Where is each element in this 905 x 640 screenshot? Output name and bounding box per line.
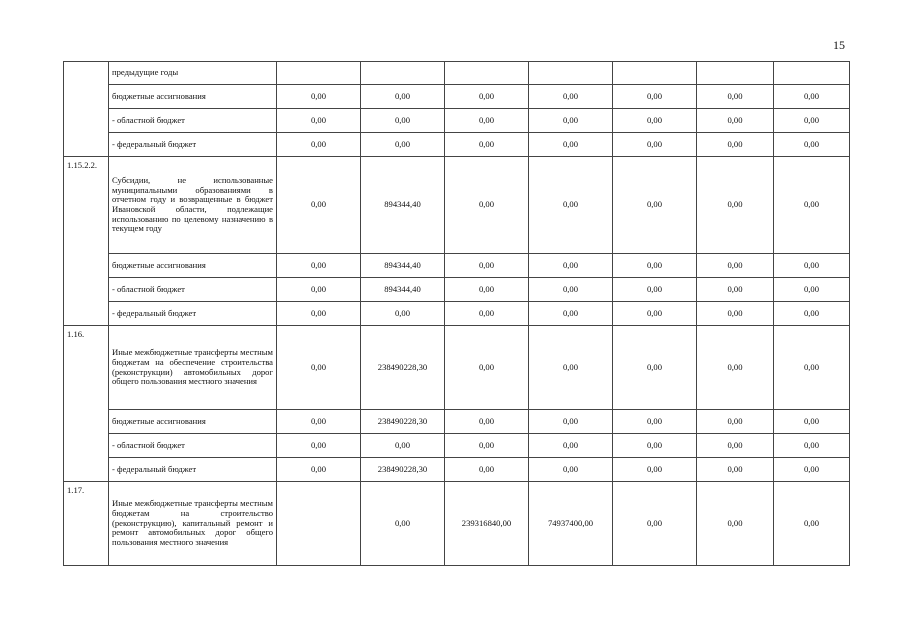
value-cell <box>529 62 613 85</box>
row-number-cell: 1.17. <box>64 482 109 566</box>
value-cell <box>774 62 850 85</box>
value-cell: 0,00 <box>697 133 774 157</box>
value-cell: 0,00 <box>445 326 529 410</box>
table-row <box>64 302 850 326</box>
value-cell: 0,00 <box>613 302 697 326</box>
value-cell: 0,00 <box>529 133 613 157</box>
value-cell: 0,00 <box>529 278 613 302</box>
description-cell: - федеральный бюджет <box>109 458 277 482</box>
value-cell: 0,00 <box>613 85 697 109</box>
description-cell: - областной бюджет <box>109 278 277 302</box>
description-cell: - федеральный бюджет <box>109 133 277 157</box>
value-cell: 0,00 <box>445 434 529 458</box>
value-cell: 0,00 <box>697 434 774 458</box>
value-cell: 0,00 <box>774 133 850 157</box>
value-cell: 0,00 <box>697 109 774 133</box>
value-cell: 0,00 <box>774 410 850 434</box>
description-cell: - областной бюджет <box>109 434 277 458</box>
table-row <box>64 458 850 482</box>
row-number-cell: 1.15.2.2. <box>64 157 109 326</box>
value-cell: 0,00 <box>529 85 613 109</box>
value-cell: 0,00 <box>697 85 774 109</box>
value-cell: 0,00 <box>445 157 529 254</box>
value-cell: 238490228,30 <box>361 326 445 410</box>
value-cell: 0,00 <box>697 278 774 302</box>
value-cell: 894344,40 <box>361 278 445 302</box>
value-cell: 0,00 <box>774 326 850 410</box>
value-cell: 0,00 <box>277 109 361 133</box>
value-cell: 0,00 <box>697 302 774 326</box>
value-cell: 0,00 <box>529 302 613 326</box>
value-cell: 0,00 <box>529 434 613 458</box>
value-cell: 239316840,00 <box>445 482 529 566</box>
value-cell: 0,00 <box>613 458 697 482</box>
value-cell: 0,00 <box>361 133 445 157</box>
value-cell: 0,00 <box>445 302 529 326</box>
value-cell: 0,00 <box>613 133 697 157</box>
value-cell: 0,00 <box>774 302 850 326</box>
value-cell: 0,00 <box>277 157 361 254</box>
value-cell: 0,00 <box>277 410 361 434</box>
table-row <box>64 434 850 458</box>
value-cell: 0,00 <box>613 157 697 254</box>
value-cell: 0,00 <box>445 410 529 434</box>
value-cell: 0,00 <box>445 458 529 482</box>
row-number-cell <box>64 62 109 157</box>
value-cell: 238490228,30 <box>361 458 445 482</box>
table-row <box>64 254 850 278</box>
description-cell: - областной бюджет <box>109 109 277 133</box>
value-cell: 0,00 <box>361 482 445 566</box>
value-cell: 74937400,00 <box>529 482 613 566</box>
description-cell: Иные межбюджетные трансферты местным бюджетам на строительство (реконструкцию), капитальный ремонт и ремонт автомобильных дорог общего пользования местного значения <box>109 482 277 566</box>
value-cell: 0,00 <box>277 254 361 278</box>
table-row <box>64 109 850 133</box>
description-cell: - федеральный бюджет <box>109 302 277 326</box>
value-cell: 0,00 <box>445 254 529 278</box>
value-cell: 0,00 <box>774 482 850 566</box>
value-cell: 0,00 <box>613 109 697 133</box>
value-cell: 0,00 <box>445 85 529 109</box>
description-cell: бюджетные ассигнования <box>109 254 277 278</box>
value-cell: 0,00 <box>529 326 613 410</box>
value-cell: 0,00 <box>697 482 774 566</box>
budget-table <box>63 61 850 566</box>
value-cell: 0,00 <box>613 254 697 278</box>
description-cell: Иные межбюджетные трансферты местным бюджетам на обеспечение строительства (реконструкции) автомобильных дорог общего пользования местного значения <box>109 326 277 410</box>
value-cell: 0,00 <box>697 157 774 254</box>
value-cell: 0,00 <box>529 254 613 278</box>
value-cell: 0,00 <box>277 85 361 109</box>
value-cell: 0,00 <box>613 434 697 458</box>
value-cell: 0,00 <box>613 278 697 302</box>
value-cell <box>697 62 774 85</box>
value-cell: 0,00 <box>277 302 361 326</box>
value-cell: 0,00 <box>445 133 529 157</box>
description-cell: Субсидии, не использованные муниципальными образованиями в отчетном году и возвращенные в бюджет Ивановской области, подлежащие использованию по целевому назначению в текущем году <box>109 157 277 254</box>
value-cell: 0,00 <box>277 326 361 410</box>
value-cell: 0,00 <box>445 278 529 302</box>
value-cell: 0,00 <box>774 157 850 254</box>
value-cell: 0,00 <box>277 278 361 302</box>
value-cell: 0,00 <box>774 109 850 133</box>
row-number-cell: 1.16. <box>64 326 109 482</box>
page-number: 15 <box>833 38 845 52</box>
table-row <box>64 410 850 434</box>
value-cell: 0,00 <box>697 326 774 410</box>
table-row <box>64 482 850 566</box>
value-cell: 894344,40 <box>361 157 445 254</box>
value-cell: 0,00 <box>774 458 850 482</box>
value-cell <box>613 62 697 85</box>
value-cell: 894344,40 <box>361 254 445 278</box>
table-row <box>64 278 850 302</box>
value-cell: 0,00 <box>697 410 774 434</box>
value-cell: 0,00 <box>445 109 529 133</box>
value-cell: 238490228,30 <box>361 410 445 434</box>
value-cell: 0,00 <box>774 85 850 109</box>
value-cell: 0,00 <box>529 458 613 482</box>
value-cell: 0,00 <box>697 458 774 482</box>
value-cell: 0,00 <box>529 109 613 133</box>
value-cell: 0,00 <box>613 482 697 566</box>
table-row <box>64 326 850 410</box>
table-row <box>64 85 850 109</box>
value-cell: 0,00 <box>277 458 361 482</box>
description-cell: предыдущие годы <box>109 62 277 85</box>
value-cell: 0,00 <box>697 254 774 278</box>
table-row <box>64 133 850 157</box>
value-cell: 0,00 <box>361 85 445 109</box>
value-cell <box>445 62 529 85</box>
description-cell: бюджетные ассигнования <box>109 410 277 434</box>
value-cell <box>277 62 361 85</box>
value-cell: 0,00 <box>774 434 850 458</box>
value-cell: 0,00 <box>277 133 361 157</box>
value-cell <box>361 62 445 85</box>
value-cell: 0,00 <box>361 434 445 458</box>
value-cell: 0,00 <box>361 302 445 326</box>
value-cell: 0,00 <box>774 254 850 278</box>
value-cell: 0,00 <box>613 326 697 410</box>
value-cell: 0,00 <box>529 157 613 254</box>
value-cell: 0,00 <box>529 410 613 434</box>
value-cell: 0,00 <box>774 278 850 302</box>
value-cell: 0,00 <box>361 109 445 133</box>
value-cell: 0,00 <box>613 410 697 434</box>
table-row <box>64 157 850 254</box>
table-row <box>64 62 850 85</box>
description-cell: бюджетные ассигнования <box>109 85 277 109</box>
value-cell <box>277 482 361 566</box>
value-cell: 0,00 <box>277 434 361 458</box>
